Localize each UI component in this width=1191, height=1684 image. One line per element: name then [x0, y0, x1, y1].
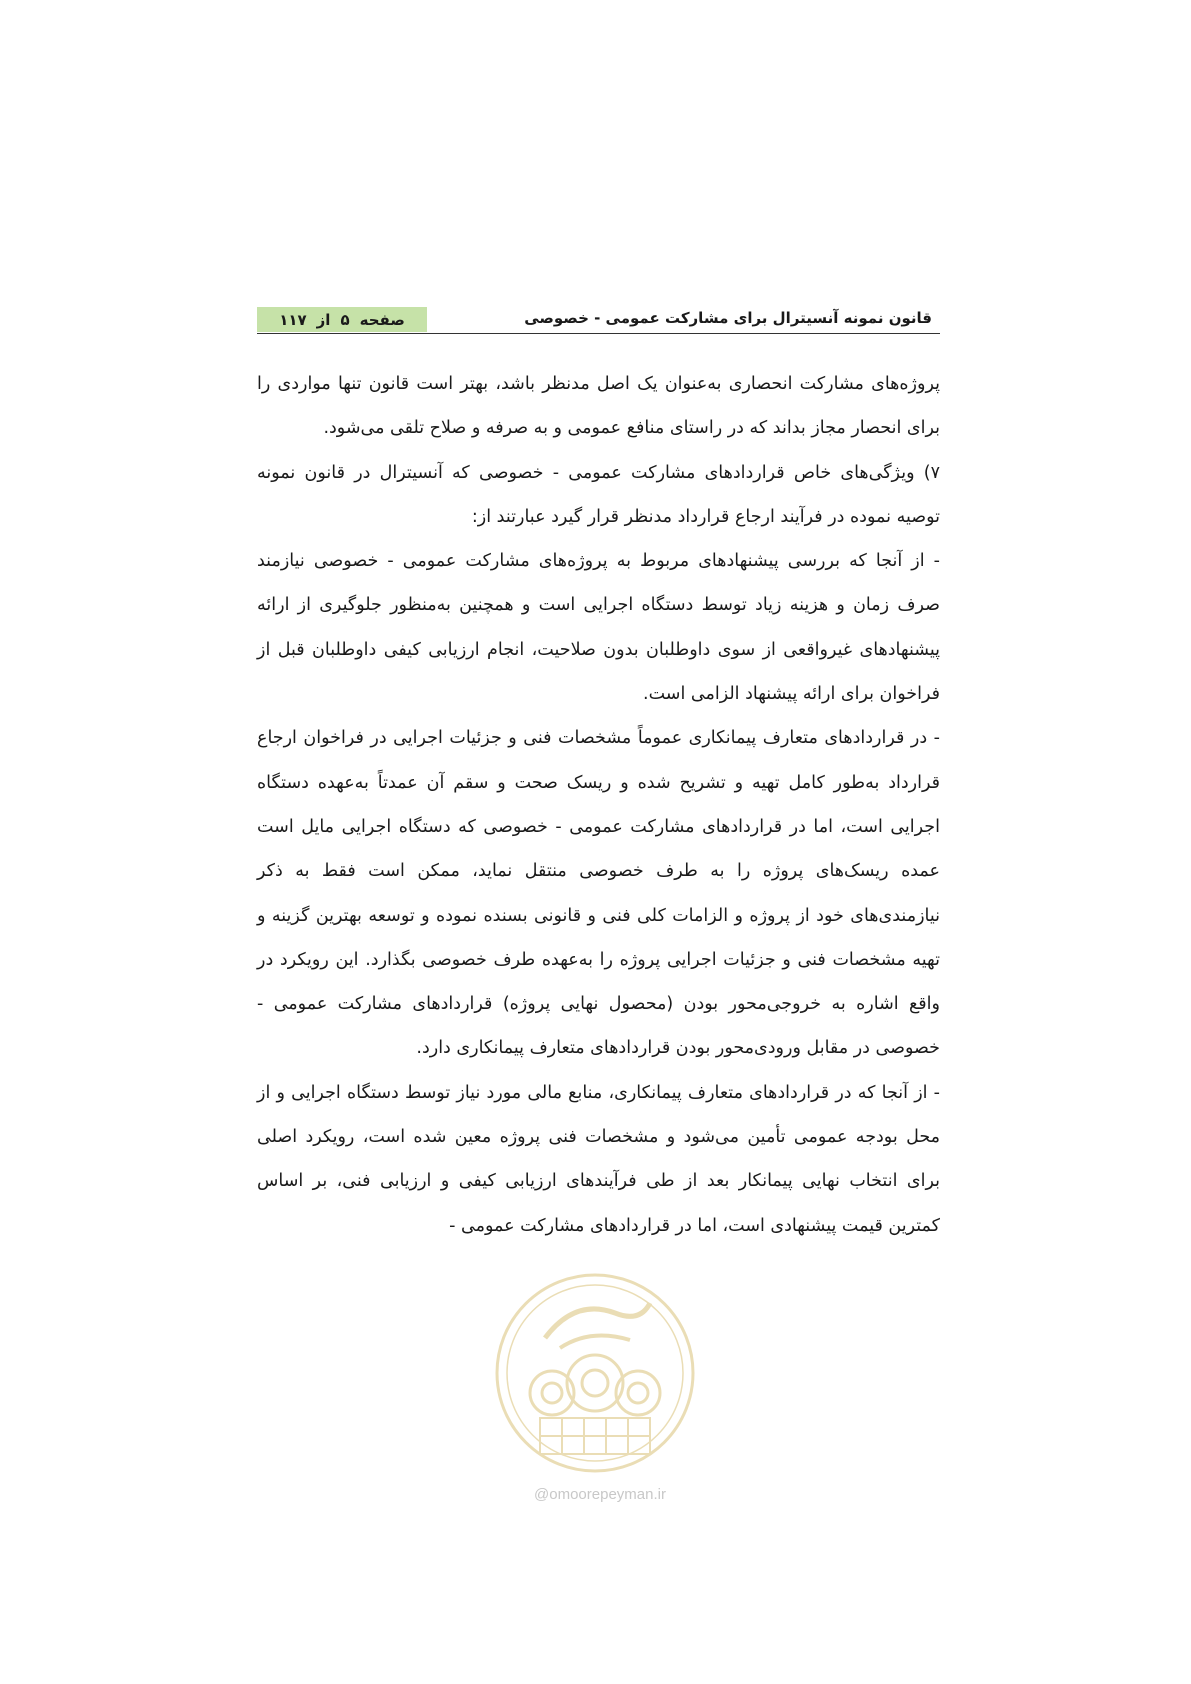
paragraph: - در قراردادهای متعارف پیمانکاری عموماً مشخصات فنی و جزئیات اجرایی در فراخوان ارجاع قرارداد به‌طور کامل تهیه و تشریح شده و ریسک صحت و سقم آن عمدتاً به‌عهده دستگاه اجرایی است، اما در قراردادهای مشارکت عمومی - خصوصی که دستگاه اجرایی مایل است عمده ریسک‌های پروژه را به طرف خصوصی منتقل نماید، ممکن است فقط به ذکر نیازمندی‌های خود از پروژه و الزامات کلی فنی و قانونی بسنده نموده و توسعه بهترین گزینه و تهیه مشخصات فنی و جزئیات اجرایی پروژه را به‌عهده طرف خصوصی بگذارد. این رویکرد در واقع اشاره به خروجی‌محور بودن (محصول نهایی پروژه) قراردادهای مشارکت عمومی - خصوصی در مقابل ورودی‌محور بودن قراردادهای متعارف پیمانکاری دارد.	[257, 728, 940, 1059]
page-number: ۵	[340, 310, 350, 329]
paragraph: - از آنجا که در قراردادهای متعارف پیمانکاری، منابع مالی مورد نیاز توسط دستگاه اجرایی و از محل بودجه عمومی تأمین می‌شود و مشخصات فنی پروژه معین شده است، رویکرد اصلی برای انتخاب نهایی پیمانکار بعد از طی فرآیندهای ارزیابی کیفی و ارزیابی فنی، بر اساس کمترین قیمت پیشنهادی است، اما در قراردادهای مشارکت عمومی -	[257, 1082, 940, 1236]
page-indicator	[257, 307, 427, 332]
paragraph: ۷) ویژگی‌های خاص قراردادهای مشارکت عمومی - خصوصی که آنسیترال در قانون نمونه توصیه نموده در فرآیند ارجاع قرارداد مدنظر قرار گیرد عبارتند از:	[257, 462, 940, 527]
paragraph: - از آنجا که بررسی پیشنهادهای مربوط به پروژه‌های مشارکت عمومی - خصوصی نیازمند صرف زمان و هزینه زیاد توسط دستگاه اجرایی است و همچنین به‌منظور جلوگیری از ارائه پیشنهادهای غیرواقعی از سوی داوطلبان بدون صلاحیت، انجام ارزیابی کیفی داوطلبان قبل از فراخوان برای ارائه پیشنهاد الزامی است.	[257, 551, 940, 705]
watermark-logo	[490, 1268, 700, 1478]
logo-script-mark	[545, 1303, 650, 1338]
document-title: قانون نمونه آنسیترال برای مشارکت عمومی - خصوصی	[524, 309, 932, 327]
of-word: از	[316, 310, 331, 329]
grid-icon	[540, 1418, 650, 1454]
page-word: صفحه	[359, 310, 405, 329]
document-body	[257, 362, 940, 1248]
gear-icon	[567, 1355, 623, 1411]
page-header	[257, 307, 940, 334]
paragraph: پروژه‌های مشارکت انحصاری به‌عنوان یک اصل مدنظر باشد، بهتر است قانون تنها مواردی را برای انحصار مجاز بداند که در راستای منافع عمومی و به صرفه و صلاح تلقی می‌شود.	[257, 374, 940, 439]
watermark-url: @omoorepeyman.ir	[534, 1486, 666, 1503]
total-pages: ۱۱۷	[279, 310, 307, 329]
